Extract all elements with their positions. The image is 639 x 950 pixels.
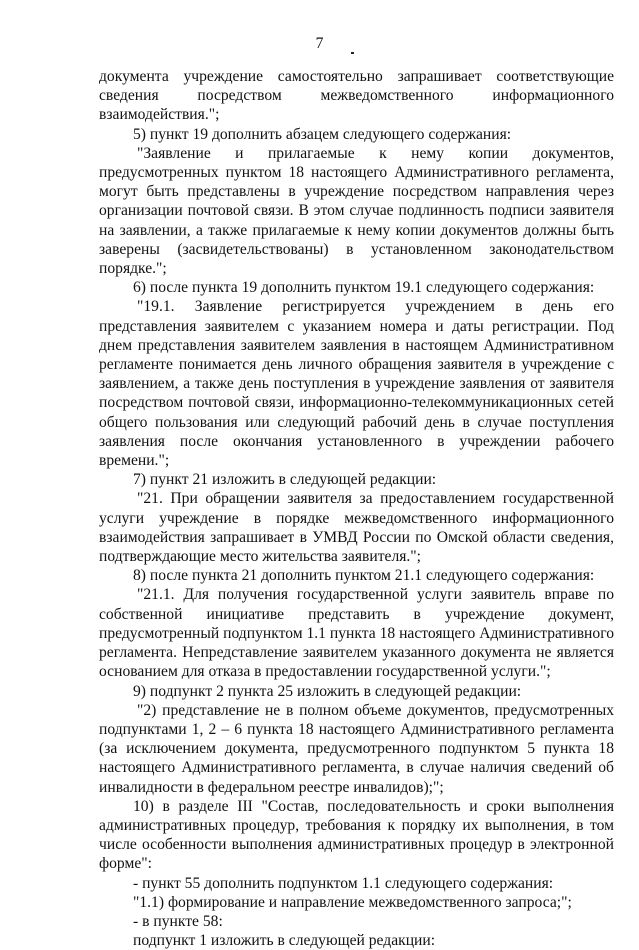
paragraph-item-7: 7) пункт 21 изложить в следующей редакции: (133, 471, 437, 489)
paragraph-quote-1-1: "1.1) формирование и направление межведомственного запроса;"; (133, 893, 572, 911)
paragraph-item-6: 6) после пункта 19 дополнить пунктом 19.1 следующего содержания: (133, 279, 595, 297)
paragraph-quote-21: "21. При обращении заявителя за предоставлением государственной услуги учреждение в порядке межведомственного информационного взаимодействия запрашивает в УМВД России по Омской области сведения, подтверждающие место жительства заявителя."; (99, 490, 614, 566)
scan-mark (351, 52, 354, 54)
document-body (99, 67, 614, 950)
page-number: 7 (315, 35, 324, 52)
paragraph-item-10: 10) в разделе III "Состав, последовательность и сроки выполнения административных процедур, требования к порядку их выполнения, в том числе особенности выполнения административных процедур в электронной форме": (99, 797, 614, 873)
paragraph-item-5: 5) пункт 19 дополнить абзацем следующего содержания: (133, 125, 512, 143)
paragraph-item-9: 9) подпункт 2 пункта 25 изложить в следующей редакции: (133, 682, 522, 700)
paragraph-quote-19: "Заявление и прилагаемые к нему копии документов, предусмотренных пунктом 18 настоящего Административного регламента, могут быть представлены в учреждение посредством направления через организации почтовой связи. В этом случае подлинность подписи заявителя на заявлении, а также прилагаемые к нему копии документов должны быть заверены (засвидетельствованы) в установленном законодательством порядке."; (99, 144, 614, 278)
paragraph-continuation: документа учреждение самостоятельно запрашивает соответствующие сведения посредством межведомственного информационного взаимодействия."; (99, 68, 614, 124)
paragraph-quote-21-1: "21.1. Для получения государственной услуги заявитель вправе по собственной инициативе представить в учреждение документ, предусмотренный подпунктом 1.1 пункта 18 настоящего Административного регламента. Непредставление заявителем указанного документа не является основанием для отказа в предоставлении государственной услуги."; (99, 586, 614, 681)
paragraph-bullet-58: - в пункте 58: (133, 912, 223, 930)
paragraph-subitem-1: подпункт 1 изложить в следующей редакции: (133, 932, 436, 950)
paragraph-quote-25-2: "2) представление не в полном объеме документов, предусмотренных подпунктами 1, 2 – 6 пункта 18 настоящего Административного регламента (за исключением документа, предусмотренного подпунктом 5 пункта 18 настоящего Административного регламента, в случае наличия сведений об инвалидности в федеральном реестре инвалидов);"; (99, 701, 614, 796)
paragraph-item-8: 8) после пункта 21 дополнить пунктом 21.1 следующего содержания: (133, 567, 595, 585)
paragraph-bullet-55: - пункт 55 дополнить подпунктом 1.1 следующего содержания: (133, 874, 554, 892)
paragraph-quote-19-1: "19.1. Заявление регистрируется учреждением в день его представления заявителем с указанием номера и даты регистрации. Под днем представления заявителем заявления в настоящем Административном регламенте понимается день личного обращения заявителя в учреждение с заявлением, а также день поступления в учреждение заявления от заявителя посредством почтовой связи, информационно-телекоммуникационных сетей общего пользования или следующий рабочий день в случае поступления заявления после окончания установленного в учреждении рабочего времени."; (99, 298, 614, 470)
